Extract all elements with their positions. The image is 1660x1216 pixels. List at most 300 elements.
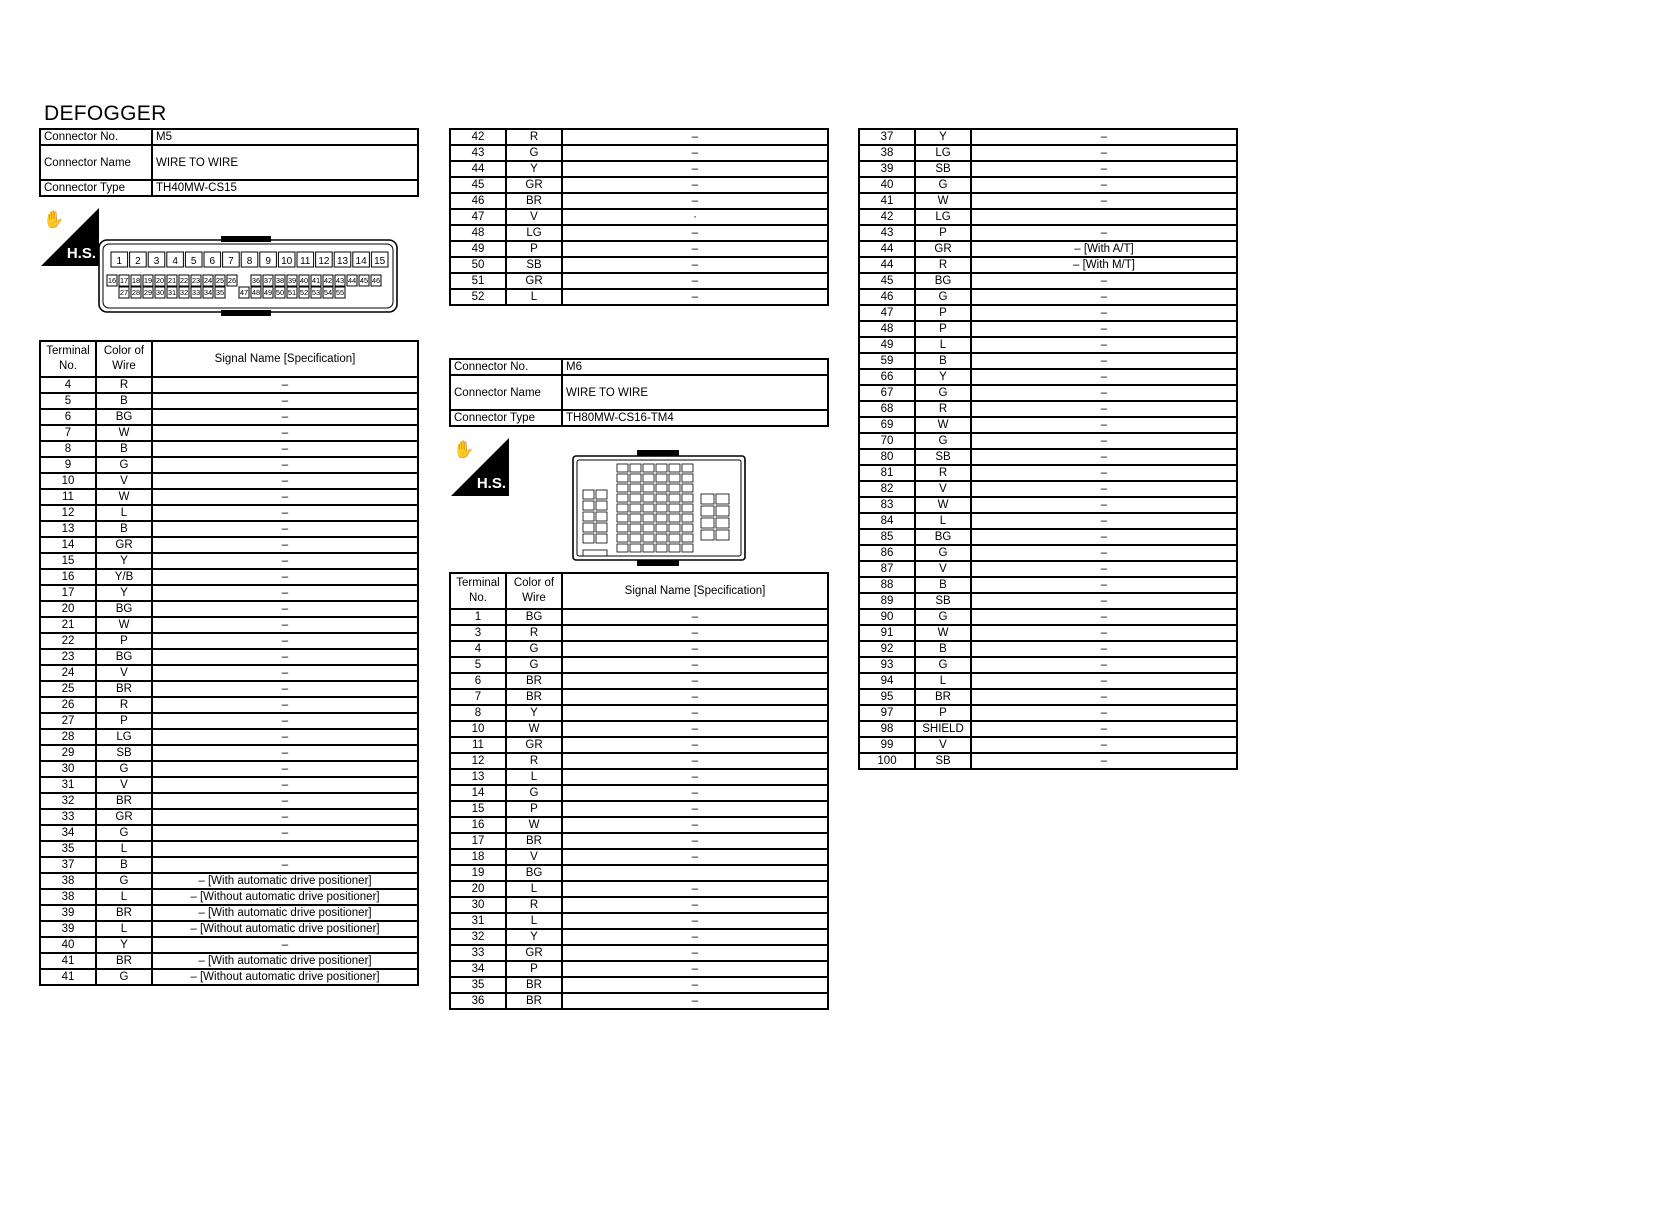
signal-cell: – bbox=[971, 353, 1237, 369]
table-row bbox=[450, 801, 828, 817]
connector-type-label: Connector Type bbox=[40, 180, 152, 196]
signal-cell: – bbox=[562, 609, 828, 625]
connector-no-label: Connector No. bbox=[40, 129, 152, 145]
terminal-cell: 32 bbox=[40, 793, 96, 809]
signal-cell: – bbox=[562, 225, 828, 241]
table-row bbox=[859, 193, 1237, 209]
table-row bbox=[859, 241, 1237, 257]
table-row bbox=[40, 825, 418, 841]
pin-number: 17 bbox=[119, 276, 129, 285]
table-row bbox=[40, 633, 418, 649]
pin-cell bbox=[656, 504, 667, 512]
pin-cell bbox=[682, 474, 693, 482]
table-row bbox=[40, 745, 418, 761]
terminal-cell: 39 bbox=[40, 905, 96, 921]
pin-number: 7 bbox=[228, 256, 234, 267]
table-row bbox=[859, 529, 1237, 545]
terminal-cell: 39 bbox=[40, 921, 96, 937]
color-cell: Y bbox=[96, 585, 152, 601]
signal-cell: – bbox=[971, 465, 1237, 481]
color-cell: R bbox=[506, 897, 562, 913]
signal-cell: – bbox=[152, 761, 418, 777]
pin-number: 8 bbox=[246, 256, 253, 267]
signal-cell: – bbox=[152, 633, 418, 649]
signal-cell: – bbox=[971, 609, 1237, 625]
color-cell: BR bbox=[96, 793, 152, 809]
terminal-cell: 25 bbox=[40, 681, 96, 697]
pin-number: 54 bbox=[323, 288, 333, 297]
signal-cell: – bbox=[562, 897, 828, 913]
signal-cell: – bbox=[971, 753, 1237, 769]
pin-number: 39 bbox=[287, 276, 297, 285]
table-row bbox=[450, 817, 828, 833]
pin-number: 37 bbox=[263, 276, 273, 285]
terminal-cell: 35 bbox=[40, 841, 96, 857]
table-row bbox=[450, 705, 828, 721]
color-cell: V bbox=[506, 209, 562, 225]
signal-cell: – bbox=[562, 945, 828, 961]
terminal-cell: 45 bbox=[859, 273, 915, 289]
signal-cell: – bbox=[971, 145, 1237, 161]
pin-number: 55 bbox=[335, 288, 345, 297]
pin-number: 12 bbox=[318, 256, 330, 267]
signal-cell: – bbox=[971, 321, 1237, 337]
color-cell: W bbox=[96, 617, 152, 633]
terminal-cell: 39 bbox=[859, 161, 915, 177]
pin-cell bbox=[617, 544, 628, 552]
signal-cell: – bbox=[971, 721, 1237, 737]
pin-cell bbox=[716, 530, 729, 540]
pin-cell bbox=[630, 494, 641, 502]
signal-cell: – bbox=[152, 697, 418, 713]
table-row bbox=[859, 657, 1237, 673]
signal-cell: – bbox=[971, 657, 1237, 673]
table-row bbox=[40, 585, 418, 601]
pin-number: 53 bbox=[311, 288, 321, 297]
signal-cell: – bbox=[562, 625, 828, 641]
table-row bbox=[450, 737, 828, 753]
table-row bbox=[859, 513, 1237, 529]
terminal-cell: 38 bbox=[40, 873, 96, 889]
pin-cell bbox=[643, 514, 654, 522]
terminal-cell: 97 bbox=[859, 705, 915, 721]
table-row bbox=[859, 145, 1237, 161]
terminal-cell: 92 bbox=[859, 641, 915, 657]
m5-pin-table bbox=[39, 340, 419, 986]
terminal-cell: 52 bbox=[450, 289, 506, 305]
color-cell: L bbox=[915, 513, 971, 529]
terminal-cell: 49 bbox=[450, 241, 506, 257]
signal-cell: – bbox=[971, 481, 1237, 497]
terminal-cell: 17 bbox=[450, 833, 506, 849]
color-cell: GR bbox=[96, 809, 152, 825]
color-header: Color of Wire bbox=[96, 341, 152, 377]
signal-cell: – bbox=[152, 585, 418, 601]
terminal-cell: 20 bbox=[40, 601, 96, 617]
color-cell: W bbox=[506, 721, 562, 737]
signal-cell: – bbox=[562, 641, 828, 657]
color-cell: R bbox=[506, 129, 562, 145]
terminal-cell: 43 bbox=[859, 225, 915, 241]
pin-number: 35 bbox=[215, 288, 225, 297]
color-cell: G bbox=[915, 545, 971, 561]
table-row bbox=[859, 433, 1237, 449]
signal-cell bbox=[562, 865, 828, 881]
terminal-cell: 31 bbox=[40, 777, 96, 793]
terminal-cell: 47 bbox=[450, 209, 506, 225]
terminal-cell: 21 bbox=[40, 617, 96, 633]
signal-cell: – bbox=[152, 601, 418, 617]
signal-cell: – bbox=[562, 145, 828, 161]
signal-cell: – bbox=[971, 625, 1237, 641]
pin-number: 13 bbox=[336, 256, 349, 267]
table-row bbox=[450, 753, 828, 769]
color-cell: B bbox=[96, 441, 152, 457]
table-row bbox=[859, 497, 1237, 513]
signal-cell: – [Without automatic drive positioner] bbox=[152, 969, 418, 985]
terminal-cell: 69 bbox=[859, 417, 915, 433]
terminal-cell: 33 bbox=[40, 809, 96, 825]
color-cell: G bbox=[96, 873, 152, 889]
signal-cell: – bbox=[152, 745, 418, 761]
color-cell: G bbox=[506, 641, 562, 657]
terminal-cell: 11 bbox=[450, 737, 506, 753]
table-row bbox=[859, 689, 1237, 705]
terminal-cell: 70 bbox=[859, 433, 915, 449]
pin-number: 5 bbox=[190, 256, 197, 267]
table-row bbox=[450, 641, 828, 657]
terminal-cell: 49 bbox=[859, 337, 915, 353]
pin-number: 41 bbox=[311, 276, 321, 285]
terminal-cell: 48 bbox=[450, 225, 506, 241]
terminal-header: Terminal No. bbox=[450, 573, 506, 609]
terminal-cell: 99 bbox=[859, 737, 915, 753]
color-cell: L bbox=[506, 769, 562, 785]
color-cell: SB bbox=[96, 745, 152, 761]
terminal-cell: 83 bbox=[859, 497, 915, 513]
table-row bbox=[859, 273, 1237, 289]
signal-cell: – bbox=[562, 193, 828, 209]
signal-cell: – bbox=[152, 809, 418, 825]
color-cell: BR bbox=[96, 905, 152, 921]
signal-cell: – bbox=[152, 457, 418, 473]
pin-cell bbox=[669, 534, 680, 542]
color-cell: BR bbox=[506, 689, 562, 705]
pin-number: 42 bbox=[323, 276, 333, 285]
table-row bbox=[859, 257, 1237, 273]
color-cell: V bbox=[506, 849, 562, 865]
pin-number: 33 bbox=[191, 288, 201, 297]
table-row bbox=[40, 857, 418, 873]
terminal-cell: 24 bbox=[40, 665, 96, 681]
signal-cell: – bbox=[562, 257, 828, 273]
signal-cell: – bbox=[971, 449, 1237, 465]
pin-number: 1 bbox=[116, 256, 123, 267]
color-cell: P bbox=[96, 633, 152, 649]
signal-cell: – bbox=[971, 529, 1237, 545]
table-row bbox=[450, 961, 828, 977]
signal-cell: – bbox=[152, 489, 418, 505]
pin-number: 18 bbox=[131, 276, 141, 285]
terminal-cell: 44 bbox=[859, 241, 915, 257]
color-cell: GR bbox=[915, 241, 971, 257]
table-row bbox=[40, 441, 418, 457]
table-row bbox=[450, 881, 828, 897]
table-row bbox=[450, 257, 828, 273]
page-title: DEFOGGER bbox=[44, 102, 167, 125]
terminal-cell: 4 bbox=[40, 377, 96, 393]
table-row bbox=[40, 697, 418, 713]
color-cell: B bbox=[915, 641, 971, 657]
connector-type-value: TH80MW-CS16-TM4 bbox=[562, 410, 828, 426]
terminal-cell: 28 bbox=[40, 729, 96, 745]
pin-number: 31 bbox=[167, 288, 177, 297]
pin-number: 47 bbox=[239, 288, 249, 297]
table-row bbox=[859, 369, 1237, 385]
table-row bbox=[40, 761, 418, 777]
color-cell: G bbox=[915, 609, 971, 625]
color-cell: W bbox=[915, 417, 971, 433]
signal-cell: – [With M/T] bbox=[971, 257, 1237, 273]
terminal-cell: 45 bbox=[450, 177, 506, 193]
color-cell: W bbox=[506, 817, 562, 833]
signal-cell: – bbox=[152, 425, 418, 441]
table-row bbox=[450, 193, 828, 209]
pin-number: 22 bbox=[179, 276, 189, 285]
table-row bbox=[40, 425, 418, 441]
table-row bbox=[450, 161, 828, 177]
pin-cell bbox=[656, 514, 667, 522]
pin-number: 32 bbox=[179, 288, 189, 297]
m6-info-table bbox=[449, 358, 829, 427]
signal-cell: – bbox=[152, 617, 418, 633]
signal-cell: – bbox=[971, 401, 1237, 417]
color-cell: V bbox=[915, 737, 971, 753]
signal-cell: – bbox=[562, 881, 828, 897]
color-cell: G bbox=[96, 761, 152, 777]
table-row bbox=[859, 481, 1237, 497]
color-cell: LG bbox=[915, 209, 971, 225]
color-cell: SB bbox=[915, 161, 971, 177]
table-row bbox=[40, 889, 418, 905]
pin-number: 28 bbox=[131, 288, 141, 297]
pin-number: 23 bbox=[191, 276, 201, 285]
terminal-cell: 20 bbox=[450, 881, 506, 897]
table-row bbox=[450, 289, 828, 305]
pin-cell bbox=[643, 534, 654, 542]
terminal-cell: 7 bbox=[450, 689, 506, 705]
terminal-cell: 42 bbox=[450, 129, 506, 145]
pin-number: 19 bbox=[143, 276, 153, 285]
table-row bbox=[40, 921, 418, 937]
signal-cell: – bbox=[971, 305, 1237, 321]
table-row bbox=[40, 393, 418, 409]
color-cell: BR bbox=[506, 993, 562, 1009]
table-row bbox=[859, 417, 1237, 433]
color-cell: L bbox=[96, 889, 152, 905]
table-row bbox=[859, 641, 1237, 657]
color-cell: R bbox=[506, 753, 562, 769]
pin-cell bbox=[643, 524, 654, 532]
table-row bbox=[40, 665, 418, 681]
color-cell: Y bbox=[96, 553, 152, 569]
table-row bbox=[40, 617, 418, 633]
color-cell: G bbox=[915, 385, 971, 401]
table-row bbox=[859, 353, 1237, 369]
terminal-cell: 30 bbox=[450, 897, 506, 913]
signal-cell: – bbox=[562, 993, 828, 1009]
terminal-cell: 8 bbox=[450, 705, 506, 721]
connector-type-label: Connector Type bbox=[450, 410, 562, 426]
color-cell: L bbox=[96, 841, 152, 857]
table-row bbox=[859, 577, 1237, 593]
table-row bbox=[450, 145, 828, 161]
table-row bbox=[859, 225, 1237, 241]
terminal-cell: 36 bbox=[450, 993, 506, 1009]
pin-cell bbox=[630, 484, 641, 492]
pin-cell bbox=[656, 474, 667, 482]
signal-cell: – bbox=[971, 561, 1237, 577]
signal-cell: – bbox=[562, 705, 828, 721]
terminal-cell: 93 bbox=[859, 657, 915, 673]
pin-cell bbox=[596, 534, 607, 543]
signal-cell: – [Without automatic drive positioner] bbox=[152, 921, 418, 937]
table-row bbox=[40, 681, 418, 697]
signal-cell: – bbox=[562, 241, 828, 257]
color-cell: G bbox=[915, 289, 971, 305]
pin-number: 43 bbox=[335, 276, 345, 285]
signal-cell: – bbox=[562, 849, 828, 865]
signal-cell: – bbox=[152, 665, 418, 681]
color-cell: GR bbox=[506, 273, 562, 289]
color-cell: Y bbox=[506, 705, 562, 721]
terminal-cell: 12 bbox=[450, 753, 506, 769]
terminal-cell: 94 bbox=[859, 673, 915, 689]
table-row bbox=[859, 705, 1237, 721]
signal-header: Signal Name [Specification] bbox=[562, 573, 828, 609]
pin-number: 36 bbox=[251, 276, 261, 285]
pin-cell bbox=[669, 474, 680, 482]
terminal-cell: 17 bbox=[40, 585, 96, 601]
pin-number: 3 bbox=[153, 256, 160, 267]
color-cell: LG bbox=[915, 145, 971, 161]
color-cell: R bbox=[506, 625, 562, 641]
pin-number: 10 bbox=[281, 256, 293, 267]
signal-cell: – bbox=[971, 225, 1237, 241]
signal-cell: – bbox=[152, 505, 418, 521]
m6-pin-table bbox=[449, 572, 829, 1010]
m6-pin-table-continued bbox=[858, 128, 1238, 770]
pin-cell bbox=[716, 506, 729, 516]
color-cell: GR bbox=[506, 737, 562, 753]
color-cell: GR bbox=[96, 537, 152, 553]
terminal-cell: 13 bbox=[450, 769, 506, 785]
terminal-cell: 42 bbox=[859, 209, 915, 225]
table-row bbox=[40, 457, 418, 473]
terminal-cell: 18 bbox=[450, 849, 506, 865]
color-cell: BR bbox=[506, 977, 562, 993]
signal-cell: – bbox=[562, 657, 828, 673]
pin-cell bbox=[643, 544, 654, 552]
signal-cell: – bbox=[971, 129, 1237, 145]
signal-cell: – bbox=[562, 161, 828, 177]
pin-number: 44 bbox=[347, 276, 357, 285]
terminal-cell: 37 bbox=[40, 857, 96, 873]
table-row bbox=[40, 537, 418, 553]
signal-cell: · bbox=[562, 209, 828, 225]
pin-cell bbox=[630, 524, 641, 532]
terminal-cell: 46 bbox=[450, 193, 506, 209]
signal-cell: – bbox=[971, 497, 1237, 513]
color-cell: SB bbox=[506, 257, 562, 273]
signal-cell: – bbox=[971, 369, 1237, 385]
signal-cell: – [Without automatic drive positioner] bbox=[152, 889, 418, 905]
terminal-cell: 29 bbox=[40, 745, 96, 761]
pin-cell bbox=[617, 524, 628, 532]
table-row bbox=[450, 865, 828, 881]
table-row bbox=[450, 977, 828, 993]
signal-cell: – bbox=[971, 705, 1237, 721]
pin-number: 46 bbox=[371, 276, 381, 285]
signal-cell: – bbox=[152, 713, 418, 729]
table-row bbox=[859, 625, 1237, 641]
signal-cell: – [With automatic drive positioner] bbox=[152, 905, 418, 921]
terminal-cell: 95 bbox=[859, 689, 915, 705]
table-row bbox=[859, 561, 1237, 577]
pin-cell bbox=[643, 464, 654, 472]
table-row bbox=[40, 473, 418, 489]
table-row bbox=[450, 721, 828, 737]
color-cell: BR bbox=[506, 193, 562, 209]
signal-cell: – bbox=[152, 681, 418, 697]
signal-cell: – [With automatic drive positioner] bbox=[152, 873, 418, 889]
terminal-cell: 59 bbox=[859, 353, 915, 369]
pin-number: 24 bbox=[203, 276, 213, 285]
hand-icon: ✋ bbox=[453, 440, 475, 459]
signal-cell: – bbox=[971, 337, 1237, 353]
signal-cell: – bbox=[562, 913, 828, 929]
color-cell: SB bbox=[915, 593, 971, 609]
color-cell: L bbox=[915, 337, 971, 353]
connector-name-value: WIRE TO WIRE bbox=[152, 145, 418, 180]
terminal-cell: 67 bbox=[859, 385, 915, 401]
pin-number: 34 bbox=[203, 288, 213, 297]
table-row bbox=[40, 649, 418, 665]
table-row bbox=[40, 553, 418, 569]
pin-number: 25 bbox=[215, 276, 225, 285]
signal-cell: – bbox=[971, 273, 1237, 289]
table-row bbox=[450, 769, 828, 785]
terminal-cell: 41 bbox=[859, 193, 915, 209]
signal-cell: – bbox=[152, 521, 418, 537]
table-row bbox=[859, 737, 1237, 753]
table-row bbox=[859, 289, 1237, 305]
terminal-cell: 40 bbox=[40, 937, 96, 953]
signal-cell: – bbox=[562, 737, 828, 753]
pin-cell bbox=[669, 494, 680, 502]
terminal-cell: 5 bbox=[40, 393, 96, 409]
signal-cell: – bbox=[152, 649, 418, 665]
color-cell: BR bbox=[506, 673, 562, 689]
terminal-cell: 37 bbox=[859, 129, 915, 145]
pin-cell bbox=[617, 464, 628, 472]
terminal-cell: 34 bbox=[40, 825, 96, 841]
pin-number: 9 bbox=[265, 256, 271, 267]
terminal-cell: 14 bbox=[40, 537, 96, 553]
signal-cell: – bbox=[562, 817, 828, 833]
color-cell: BG bbox=[96, 409, 152, 425]
m6-connector-diagram bbox=[571, 450, 747, 566]
